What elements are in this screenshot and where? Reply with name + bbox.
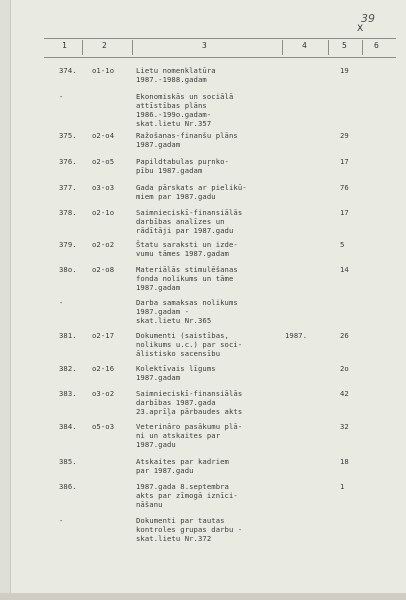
check-marker: X	[357, 24, 364, 34]
description-line: 1987.gadu	[136, 440, 176, 449]
row-code: o2-o8	[92, 265, 115, 274]
row-number: 376.	[59, 157, 77, 166]
description-line: akts par zīmogā iznīci-	[136, 491, 238, 500]
row-description	[136, 131, 286, 149]
row-number: -	[59, 516, 64, 525]
row-description	[136, 240, 286, 258]
description-line: skat.lietu Nr.365	[136, 316, 212, 325]
description-line: Ražošanas-finanšu plāns	[136, 131, 238, 140]
scan-edge	[0, 593, 406, 600]
description-line: rādītāji par 1987.gadu	[136, 226, 234, 235]
row-pages: 18	[340, 457, 349, 466]
row-pages: 17	[340, 208, 349, 217]
description-line: par 1987.gadu	[136, 466, 194, 475]
header-divider	[132, 40, 133, 55]
description-line: vumu tāmes 1987.gadam	[136, 249, 229, 258]
row-number: 375.	[59, 131, 77, 140]
description-line: skat.lietu Nr.372	[136, 534, 212, 543]
binding-edge	[0, 0, 11, 600]
row-description	[136, 389, 286, 416]
row-description	[136, 482, 286, 509]
description-line: Materiālās stimulēšanas	[136, 265, 238, 274]
description-line: skat.lietu Nr.357	[136, 119, 212, 128]
row-number: 383.	[59, 389, 77, 398]
page-number: 39	[361, 12, 375, 25]
row-pages: 19	[340, 66, 349, 75]
row-pages: 17	[340, 157, 349, 166]
row-number: 385.	[59, 457, 77, 466]
table-header	[44, 38, 396, 58]
header-divider	[328, 40, 329, 55]
row-number: 374.	[59, 66, 77, 75]
description-line: fonda nolikums un tāme	[136, 274, 234, 283]
description-line: 23.aprīļa pārbaudes akts	[136, 407, 243, 416]
description-line: nāšanu	[136, 500, 163, 509]
description-line: ālistisko sacensību	[136, 349, 221, 358]
description-line: Dokumenti par tautas	[136, 516, 225, 525]
row-number: 38o.	[59, 265, 77, 274]
row-pages: 2o	[340, 364, 349, 373]
row-description	[136, 265, 286, 292]
description-line: nolikums u.c.) par soci-	[136, 340, 243, 349]
row-number: 382.	[59, 364, 77, 373]
row-number: 386.	[59, 482, 77, 491]
row-code: o2-o5	[92, 157, 115, 166]
row-pages: 76	[340, 183, 349, 192]
description-line: Dokumenti (saistības,	[136, 331, 229, 340]
header-divider	[362, 40, 363, 55]
row-pages: 42	[340, 389, 349, 398]
row-number: 384.	[59, 422, 77, 431]
description-line: 1987.gada 8.septembra	[136, 482, 229, 491]
row-description	[136, 422, 286, 449]
row-code: o2-o4	[92, 131, 115, 140]
description-line: darbības analīzes un	[136, 217, 225, 226]
description-line: pību 1987.gadam	[136, 166, 203, 175]
row-year: 1987.	[285, 331, 308, 340]
header-col-5: 5	[342, 41, 347, 50]
description-line: Štatu saraksti un izde-	[136, 240, 238, 249]
description-line: ni un atskaites par	[136, 431, 221, 440]
header-col-4: 4	[302, 41, 307, 50]
description-line: Saimnieciskī-finansiālās	[136, 389, 243, 398]
description-line: Atskaites par kadriem	[136, 457, 229, 466]
row-description	[136, 298, 286, 325]
description-line: Lietu nomenklatūra	[136, 66, 216, 75]
description-line: 1987.gadam	[136, 283, 181, 292]
row-description	[136, 331, 286, 358]
description-line: 1987.gadam	[136, 140, 181, 149]
description-line: 1987.gadam	[136, 373, 181, 382]
row-code: o3-o2	[92, 389, 115, 398]
description-line: 1986.-199o.gadam-	[136, 110, 212, 119]
row-number: 378.	[59, 208, 77, 217]
description-line: Veterināro pasākumu plā-	[136, 422, 243, 431]
header-col-1: 1	[62, 41, 67, 50]
description-line: Papildtabulas puŗnko-	[136, 157, 229, 166]
row-code: o3-o3	[92, 183, 115, 192]
description-line: Ekonomiskās un sociālā	[136, 92, 234, 101]
header-col-3: 3	[202, 41, 207, 50]
row-number: 377.	[59, 183, 77, 192]
description-line: kontroles grupas darbu -	[136, 525, 243, 534]
row-code: o5-o3	[92, 422, 115, 431]
row-description	[136, 516, 286, 543]
row-pages: 1	[340, 482, 345, 491]
description-line: 1987.gadam -	[136, 307, 190, 316]
header-divider	[82, 40, 83, 55]
row-code: o1-1o	[92, 66, 115, 75]
row-pages: 14	[340, 265, 349, 274]
description-line: attīstības plāns	[136, 101, 207, 110]
row-code: o2-o2	[92, 240, 115, 249]
row-description	[136, 92, 286, 128]
row-number: 379.	[59, 240, 77, 249]
description-line: Darba samaksas nolikums	[136, 298, 238, 307]
row-pages: 32	[340, 422, 349, 431]
description-line: miem par 1987.gadu	[136, 192, 216, 201]
description-line: Kolektīvais līgums	[136, 364, 216, 373]
row-pages: 5	[340, 240, 345, 249]
row-number: -	[59, 298, 64, 307]
row-code: o2-1o	[92, 208, 115, 217]
row-number: 381.	[59, 331, 77, 340]
description-line: Saimnieciskī-finansiālās	[136, 208, 243, 217]
row-pages: 29	[340, 131, 349, 140]
row-code: o2-17	[92, 331, 115, 340]
row-description	[136, 66, 286, 84]
description-line: darbības 1987.gada	[136, 398, 216, 407]
row-description	[136, 183, 286, 201]
row-description	[136, 364, 286, 382]
header-col-6: 6	[374, 41, 379, 50]
row-number: -	[59, 92, 64, 101]
row-code: o2-16	[92, 364, 115, 373]
row-pages: 26	[340, 331, 349, 340]
description-line: 1987.-1988.gadam	[136, 75, 207, 84]
row-description	[136, 457, 286, 475]
header-divider	[282, 40, 283, 55]
row-description	[136, 208, 286, 235]
description-line: Gada pārskats ar pielikū-	[136, 183, 247, 192]
row-description	[136, 157, 286, 175]
header-col-2: 2	[102, 41, 107, 50]
